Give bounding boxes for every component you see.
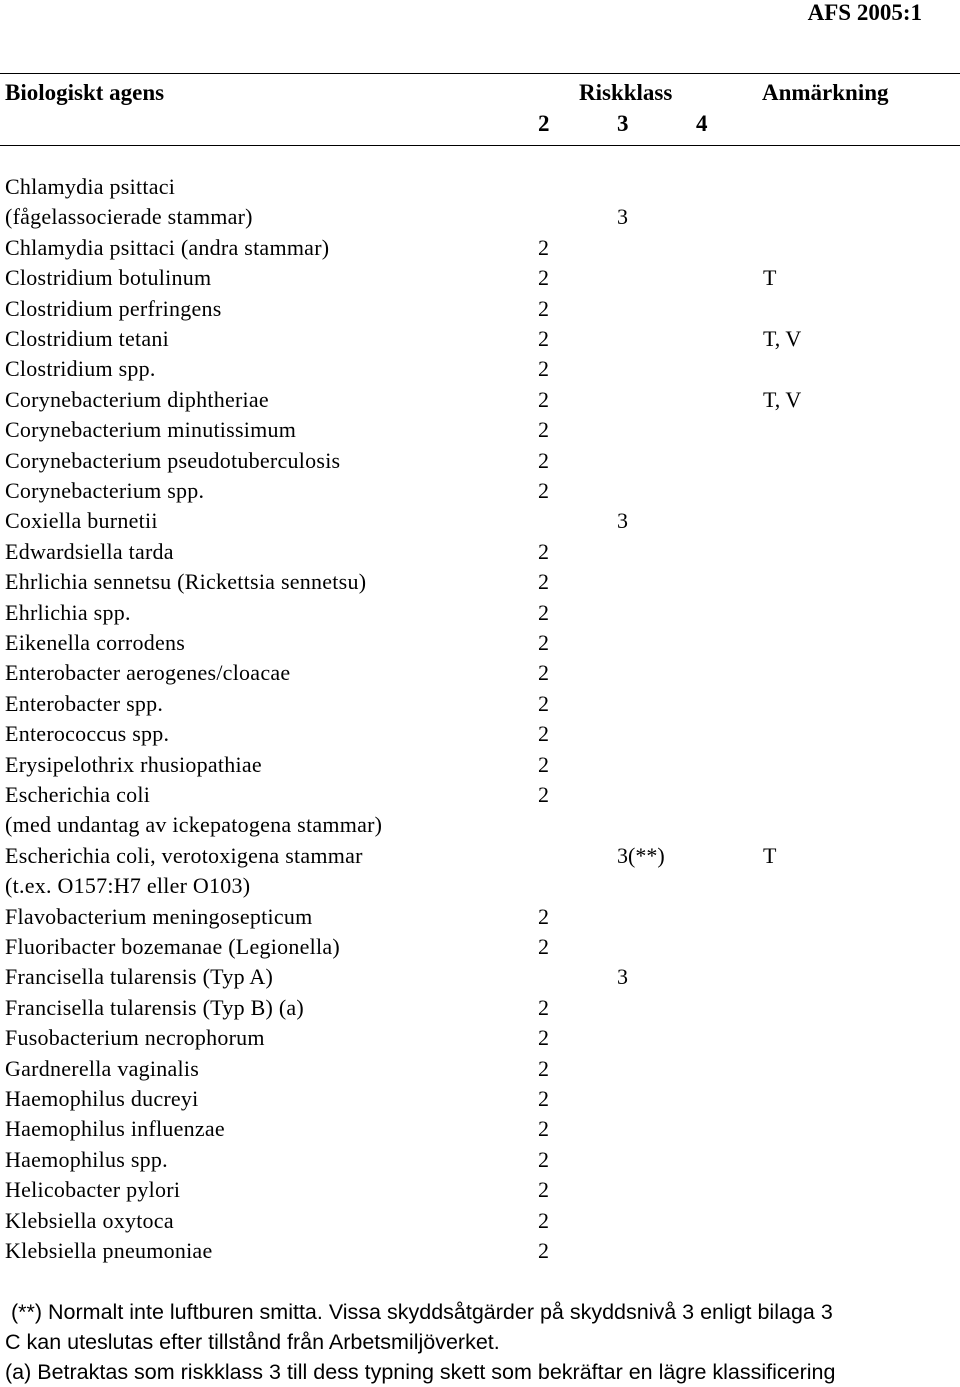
agent-name: Klebsiella oxytoca [5, 1208, 174, 1233]
header-agent: Biologiskt agens [5, 80, 165, 105]
footnote-line-2: C kan uteslutas efter tillstånd från Arbetsmiljöverket. [5, 1330, 500, 1354]
risk-class-2: 2 [538, 752, 549, 777]
table-row [0, 993, 960, 1023]
agent-name: Corynebacterium spp. [5, 478, 205, 503]
header-class-2: 2 [538, 111, 550, 136]
agent-name: Enterococcus spp. [5, 721, 170, 746]
risk-class-2: 2 [538, 1086, 549, 1111]
agent-name: (fågelassocierade stammar) [5, 204, 253, 229]
table-row [0, 1145, 960, 1175]
risk-class-2: 2 [538, 326, 549, 351]
agent-name: Clostridium tetani [5, 326, 169, 351]
table-row [0, 1206, 960, 1236]
agent-name: Klebsiella pneumoniae [5, 1238, 213, 1263]
risk-class-3: 3 [617, 508, 628, 533]
table-row [0, 871, 960, 901]
footnote-line-1: (**) Normalt inte luftburen smitta. Vissa skyddsåtgärder på skyddsnivå 3 enligt bilaga 3 [11, 1300, 833, 1324]
table-row [0, 719, 960, 749]
table-row [0, 841, 960, 871]
agent-name: Edwardsiella tarda [5, 539, 174, 564]
agent-name: Escherichia coli [5, 782, 151, 807]
agent-name: Chlamydia psittaci [5, 174, 176, 199]
table-row [0, 689, 960, 719]
remark: T, V [763, 387, 802, 412]
table-row [0, 233, 960, 263]
agent-name: Fusobacterium necrophorum [5, 1025, 265, 1050]
risk-class-2: 2 [538, 1025, 549, 1050]
agent-name: Francisella tularensis (Typ A) [5, 964, 274, 989]
agent-name: (t.ex. O157:H7 eller O103) [5, 873, 251, 898]
table-row [0, 810, 960, 840]
table-row [0, 1114, 960, 1144]
table-row [0, 1175, 960, 1205]
risk-class-2: 2 [538, 569, 549, 594]
agent-name: Enterobacter aerogenes/cloacae [5, 660, 291, 685]
agent-name: Fluoribacter bozemanae (Legionella) [5, 934, 340, 959]
agent-name: Enterobacter spp. [5, 691, 164, 716]
header-class-3: 3 [617, 111, 629, 136]
risk-class-2: 2 [538, 387, 549, 412]
risk-class-2: 2 [538, 1056, 549, 1081]
risk-class-2: 2 [538, 721, 549, 746]
table-row [0, 567, 960, 597]
agent-name: Ehrlichia spp. [5, 600, 131, 625]
table-row [0, 294, 960, 324]
agent-name: (med undantag av ickepatogena stammar) [5, 812, 383, 837]
table-row [0, 1023, 960, 1053]
risk-class-3: 3 [617, 204, 628, 229]
agent-name: Haemophilus influenzae [5, 1116, 225, 1141]
table-row [0, 1236, 960, 1266]
table-row [0, 932, 960, 962]
agent-name: Chlamydia psittaci (andra stammar) [5, 235, 330, 260]
risk-class-3: 3 [617, 964, 628, 989]
risk-class-2: 2 [538, 782, 549, 807]
table-header-rule [0, 145, 960, 146]
agent-name: Corynebacterium diphtheriae [5, 387, 269, 412]
header-riskklass: Riskklass [579, 80, 673, 105]
risk-class-2: 2 [538, 417, 549, 442]
risk-class-2: 2 [538, 1208, 549, 1233]
agent-name: Eikenella corrodens [5, 630, 186, 655]
table-row [0, 628, 960, 658]
remark: T [763, 843, 777, 868]
table-row [0, 658, 960, 688]
risk-class-2: 2 [538, 904, 549, 929]
agent-name: Haemophilus spp. [5, 1147, 168, 1172]
table-row [0, 598, 960, 628]
agent-name: Coxiella burnetii [5, 508, 158, 533]
agent-name: Clostridium spp. [5, 356, 156, 381]
remark: T, V [763, 326, 802, 351]
table-row [0, 1054, 960, 1084]
risk-class-2: 2 [538, 1116, 549, 1141]
table-row [0, 750, 960, 780]
agent-name: Clostridium perfringens [5, 296, 222, 321]
risk-class-2: 2 [538, 265, 549, 290]
agent-name: Clostridium botulinum [5, 265, 212, 290]
agent-name: Corynebacterium pseudotuberculosis [5, 448, 341, 473]
table-row [0, 324, 960, 354]
table-row [0, 415, 960, 445]
risk-class-2: 2 [538, 1177, 549, 1202]
table-top-rule [0, 73, 960, 74]
agent-name: Erysipelothrix rhusiopathiae [5, 752, 262, 777]
risk-class-3: 3(**) [617, 843, 665, 868]
agent-name: Flavobacterium meningosepticum [5, 904, 313, 929]
risk-class-2: 2 [538, 934, 549, 959]
risk-class-2: 2 [538, 995, 549, 1020]
table-row [0, 962, 960, 992]
header-anmarkning: Anmärkning [762, 80, 889, 105]
agent-name: Helicobacter pylori [5, 1177, 181, 1202]
risk-class-2: 2 [538, 630, 549, 655]
table-row [0, 506, 960, 536]
risk-class-2: 2 [538, 691, 549, 716]
agent-name: Escherichia coli, verotoxigena stammar [5, 843, 363, 868]
table-row [0, 476, 960, 506]
agent-name: Ehrlichia sennetsu (Rickettsia sennetsu) [5, 569, 367, 594]
table-row [0, 385, 960, 415]
table-row [0, 172, 960, 202]
table-row [0, 1084, 960, 1114]
agent-name: Francisella tularensis (Typ B) (a) [5, 995, 304, 1020]
risk-class-2: 2 [538, 539, 549, 564]
footnote-line-3: (a) Betraktas som riskklass 3 till dess typning skett som bekräftar en lägre klassificering [5, 1360, 836, 1384]
agent-name: Gardnerella vaginalis [5, 1056, 200, 1081]
risk-class-2: 2 [538, 1238, 549, 1263]
table-row [0, 902, 960, 932]
risk-class-2: 2 [538, 356, 549, 381]
risk-class-2: 2 [538, 235, 549, 260]
table-row [0, 354, 960, 384]
table-row [0, 263, 960, 293]
table-row [0, 446, 960, 476]
risk-class-2: 2 [538, 660, 549, 685]
agent-name: Corynebacterium minutissimum [5, 417, 297, 442]
risk-class-2: 2 [538, 600, 549, 625]
agent-name: Haemophilus ducreyi [5, 1086, 199, 1111]
risk-class-2: 2 [538, 478, 549, 503]
document-id: AFS 2005:1 [807, 0, 922, 25]
table-row [0, 780, 960, 810]
risk-class-2: 2 [538, 448, 549, 473]
header-class-4: 4 [696, 111, 708, 136]
remark: T [763, 265, 777, 290]
table-row [0, 202, 960, 232]
table-row [0, 537, 960, 567]
risk-class-2: 2 [538, 1147, 549, 1172]
risk-class-2: 2 [538, 296, 549, 321]
